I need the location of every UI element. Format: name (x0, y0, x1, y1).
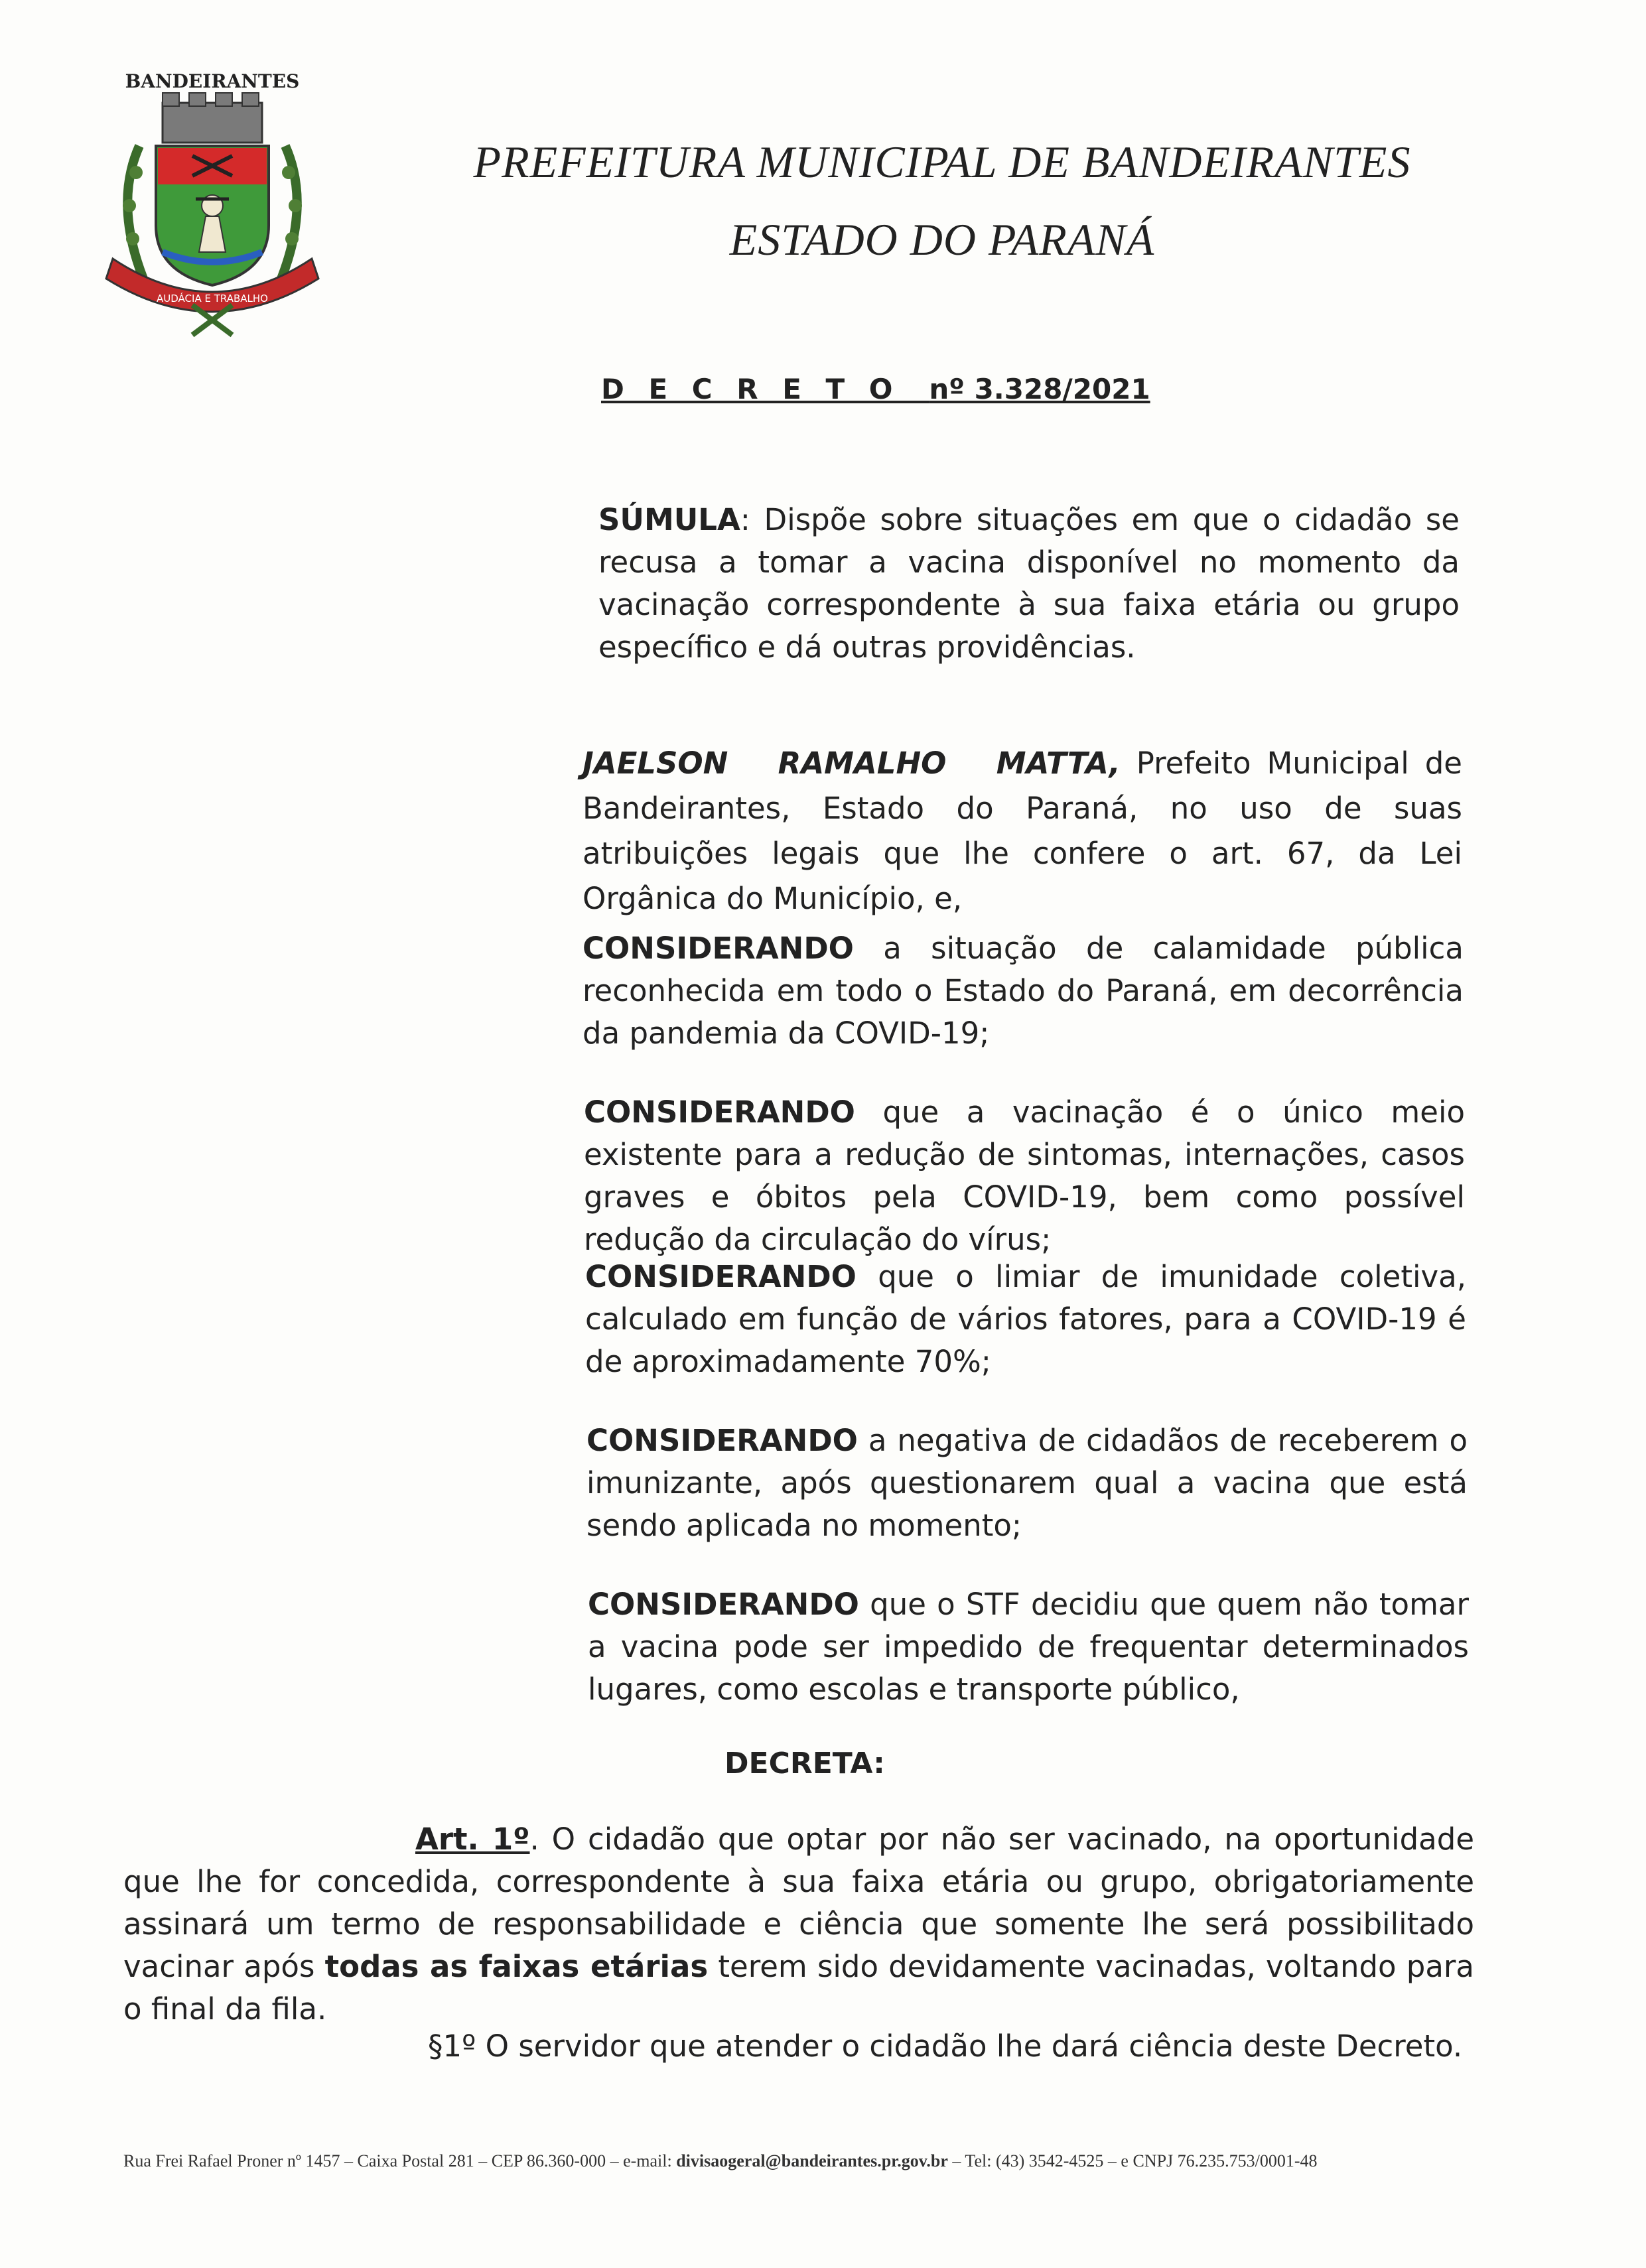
consideration-paragraph (588, 1583, 1469, 1711)
footer-address-text: Rua Frei Rafael Proner nº 1457 – Caixa Postal 281 – CEP 86.360-000 – e-mail: (123, 2151, 677, 2170)
intro-paragraph (583, 741, 1462, 921)
crest-label: BANDEIRANTES (125, 73, 300, 92)
consideration-paragraph (586, 1420, 1468, 1547)
consideration-paragraph (583, 927, 1464, 1055)
intro-text: Prefeito Municipal de Bandeirantes, Estado do Paraná, no uso de suas atribuições legais que lhe confere o art. 67, da Lei Orgânica do Município, e, (583, 746, 1462, 916)
article-1-emphasis: todas as faixas etárias (324, 1949, 709, 1984)
municipal-crest-logo (100, 73, 325, 338)
sumula-label: SÚMULA (598, 502, 740, 537)
consideration-text: a situação de calamidade pública reconhecida em todo o Estado do Paraná, em decorrência da pandemia da COVID-19; (583, 931, 1464, 1051)
decree-number: nº 3.328/2021 (929, 373, 1150, 405)
footer-address (123, 2148, 1477, 2174)
paragraph-1: §1º O servidor que atender o cidadão lhe dará ciência deste Decreto. (428, 2029, 1463, 2064)
decreta-heading: DECRETA: (724, 1747, 885, 1780)
article-1 (123, 1818, 1474, 2031)
consideration-paragraph (585, 1256, 1466, 1383)
footer-contact-text: – Tel: (43) 3542-4525 – e CNPJ 76.235.753/0001-48 (947, 2151, 1318, 2170)
consideration-keyword: CONSIDERANDO (583, 931, 854, 966)
consideration-keyword: CONSIDERANDO (585, 1259, 857, 1294)
sumula-text: : Dispõe sobre situações em que o cidadão se recusa a tomar a vacina disponível no momento da vacinação correspondente à sua faixa etária ou grupo específico e dá outras providências. (598, 502, 1460, 665)
consideration-keyword: CONSIDERANDO (586, 1423, 858, 1458)
consideration-keyword: CONSIDERANDO (584, 1095, 855, 1130)
consideration-text: que o STF decidiu que quem não tomar a vacina pode ser impedido de frequentar determinados lugares, como escolas e transporte público, (588, 1587, 1469, 1707)
sumula-paragraph (598, 499, 1460, 669)
consideration-paragraph (584, 1091, 1465, 1261)
consideration-keyword: CONSIDERANDO (588, 1587, 859, 1622)
article-1-label: Art. 1º (415, 1822, 530, 1857)
article-1-text-end: terem sido devidamente vacinadas, voltando para o final da fila. (123, 1949, 1475, 2027)
decree-label: D E C R E T O (601, 373, 900, 405)
decree-title (601, 373, 1150, 405)
mayor-name: JAELSON RAMALHO MATTA, (583, 746, 1121, 781)
page-subtitle: ESTADO DO PARANÁ (729, 214, 1155, 265)
article-1-text: . O cidadão que optar por não ser vacinado, na oportunidade que lhe for concedida, correspondente à sua faixa etária ou grupo, obrigatoriamente assinará um termo de responsabilidade e ciência que somente lhe será possibilitado vacinar após (123, 1822, 1475, 1984)
crest-motto: AUDÁCIA E TRABALHO (157, 293, 268, 304)
consideration-text: que o limiar de imunidade coletiva, calculado em função de vários fatores, para a COVID-19 é de aproximadamente 70%; (585, 1259, 1466, 1379)
consideration-text: a negativa de cidadãos de receberem o imunizante, após questionarem qual a vacina que está sendo aplicada no momento; (586, 1423, 1468, 1543)
page-title: PREFEITURA MUNICIPAL DE BANDEIRANTES (473, 137, 1411, 187)
consideration-text: que a vacinação é o único meio existente para a redução de sintomas, internações, casos graves e óbitos pela COVID-19, bem como possível redução da circulação do vírus; (584, 1095, 1465, 1257)
footer-email: divisaogeral@bandeirantes.pr.gov.br (676, 2151, 948, 2170)
